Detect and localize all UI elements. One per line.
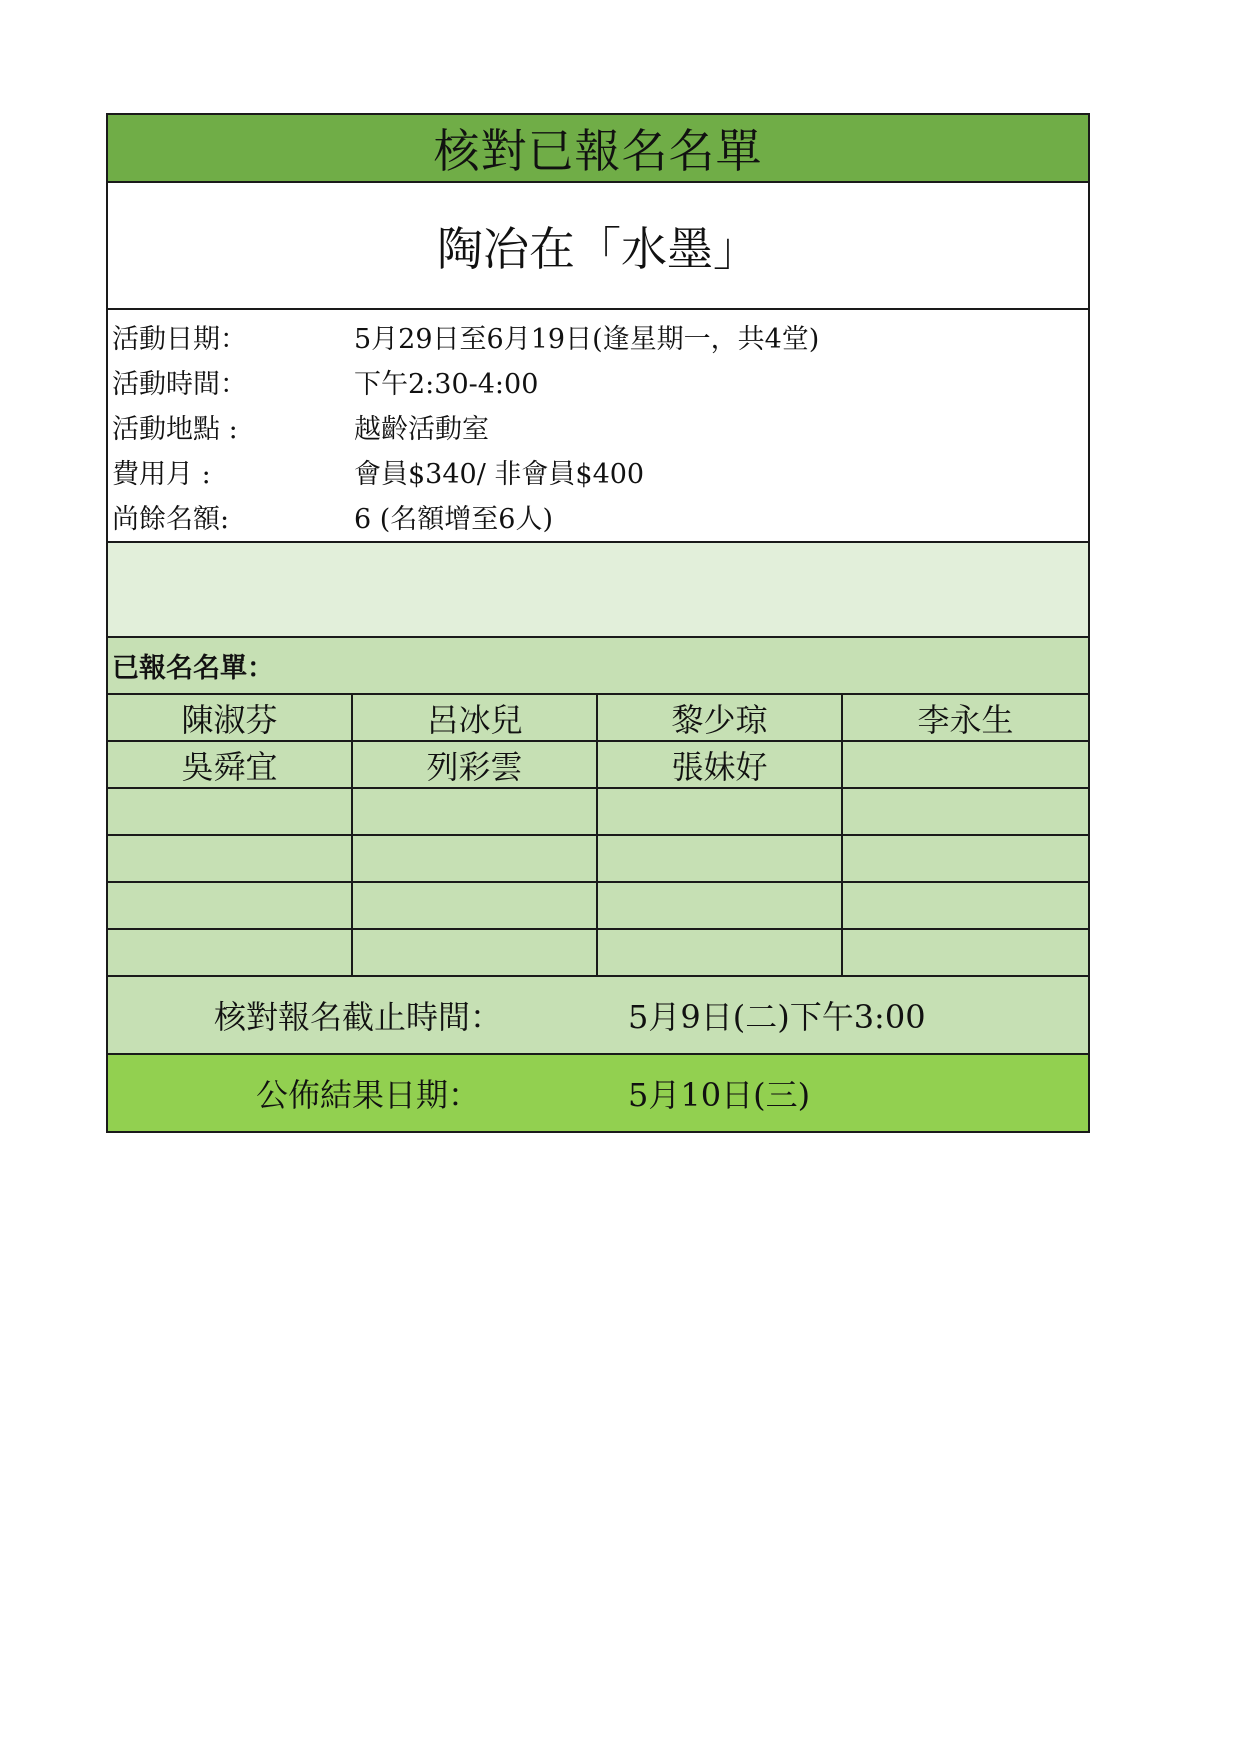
name-cell: [843, 742, 1088, 789]
name-cell: [843, 883, 1088, 930]
registration-sheet: [106, 113, 1090, 1133]
blank-band: [108, 543, 1088, 638]
name-cell: [598, 930, 843, 977]
name-cell: [353, 930, 598, 977]
name-cell: [598, 789, 843, 836]
sheet-title: 核對已報名名單: [108, 115, 1088, 183]
info-value: 會員$340/ 非會員$400: [354, 459, 645, 490]
info-row-time: [108, 359, 1088, 404]
deadline-value: 5月9日(二)下午3:00: [628, 998, 926, 1036]
result-date-row: [108, 1055, 1088, 1131]
name-cell: 張妹好: [598, 742, 843, 789]
name-cell: [108, 836, 353, 883]
info-value: 5月29日至6月19日(逢星期一，共4堂): [354, 324, 820, 355]
name-cell: 黎少琼: [598, 695, 843, 742]
name-cell: [598, 836, 843, 883]
registered-names-table: [108, 695, 1088, 977]
name-cell: [353, 883, 598, 930]
activity-info: [108, 310, 1088, 543]
info-row-venue: [108, 404, 1088, 449]
activity-name: 陶冶在「水墨」: [108, 183, 1088, 310]
info-value: 6 (名額增至6人): [354, 504, 554, 535]
deadline-row: [108, 977, 1088, 1055]
info-row-quota: [108, 494, 1088, 539]
name-cell: [108, 930, 353, 977]
name-cell: [843, 930, 1088, 977]
deadline-label: 核對報名截止時間：: [213, 998, 502, 1036]
name-cell: [598, 883, 843, 930]
info-label: 尚餘名額:: [112, 504, 230, 535]
name-cell: [108, 789, 353, 836]
name-cell: 呂冰兒: [353, 695, 598, 742]
name-cell: 吳舜宜: [108, 742, 353, 789]
registered-list-header: 已報名名單：: [108, 638, 1088, 695]
info-value: 越齡活動室: [354, 414, 489, 445]
info-label: 費用月 :: [112, 459, 211, 490]
name-cell: [353, 789, 598, 836]
name-cell: 陳淑芬: [108, 695, 353, 742]
name-cell: [843, 789, 1088, 836]
info-row-fee: [108, 449, 1088, 494]
result-date-value: 5月10日(三): [628, 1076, 811, 1114]
name-cell: [353, 836, 598, 883]
info-row-date: [108, 314, 1088, 359]
name-cell: 李永生: [843, 695, 1088, 742]
name-cell: [108, 883, 353, 930]
info-label: 活動地點 :: [112, 414, 238, 445]
info-value: 下午2:30-4:00: [354, 369, 539, 400]
info-label: 活動日期：: [112, 324, 247, 355]
name-cell: [843, 836, 1088, 883]
name-cell: 列彩雲: [353, 742, 598, 789]
info-label: 活動時間：: [112, 369, 247, 400]
result-date-label: 公佈結果日期：: [255, 1076, 480, 1114]
